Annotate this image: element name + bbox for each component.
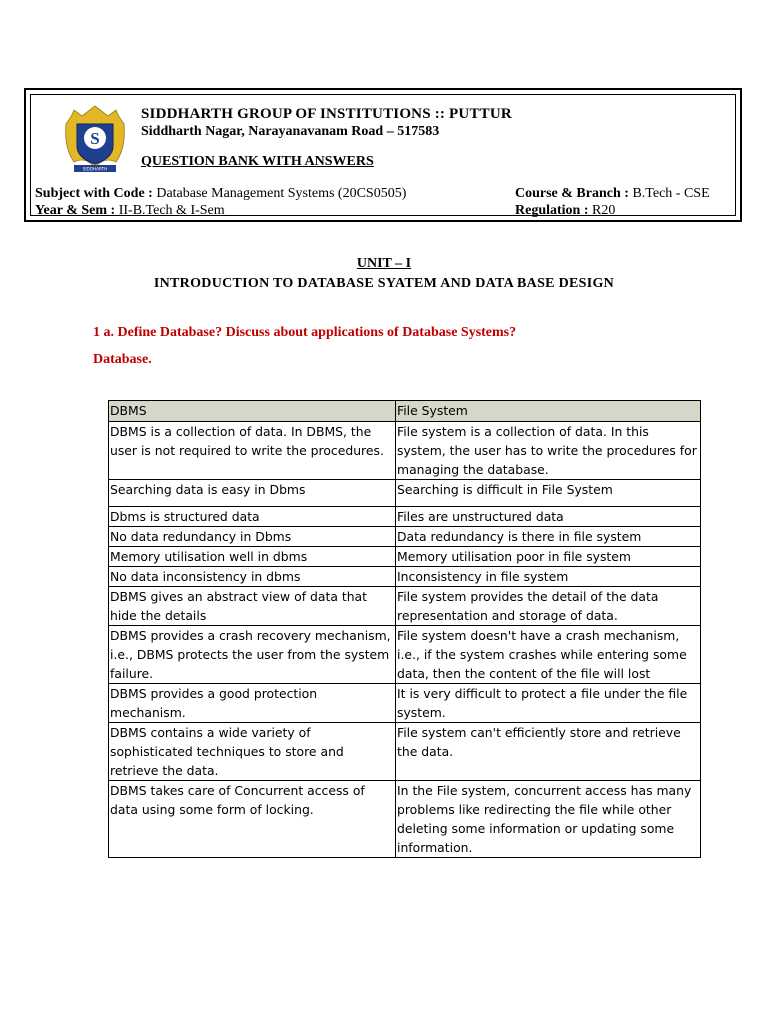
table-row: [109, 547, 701, 567]
table-row: [109, 567, 701, 587]
comparison-table: [108, 400, 701, 858]
subject-meta: [35, 186, 406, 202]
table-cell-dbms: DBMS contains a wide variety of sophisticated techniques to store and retrieve the data.: [109, 723, 396, 781]
course-meta: [515, 186, 710, 202]
question-subheading: Database.: [93, 352, 152, 367]
table-header-row: [109, 401, 701, 422]
table-row: [109, 480, 701, 507]
year-label: Year & Sem :: [35, 203, 116, 218]
table-cell-file-system: File system doesn't have a crash mechanism, i.e., if the system crashes while entering some data, then the content of the file will lost: [396, 626, 701, 684]
table-cell-file-system: Searching is difficult in File System: [396, 480, 701, 507]
table-cell-dbms: DBMS provides a good protection mechanism.: [109, 684, 396, 723]
table-cell-file-system: It is very difficult to protect a file under the file system.: [396, 684, 701, 723]
logo-text: SIDDHARTH: [82, 166, 108, 172]
table-cell-file-system: Files are unstructured data: [396, 507, 701, 527]
table-cell-dbms: Searching data is easy in Dbms: [109, 480, 396, 507]
table-cell-file-system: File system provides the detail of the data representation and storage of data.: [396, 587, 701, 626]
year-meta: [35, 203, 225, 219]
table-cell-dbms: No data inconsistency in dbms: [109, 567, 396, 587]
regulation-value: R20: [592, 203, 616, 218]
table-cell-file-system: Data redundancy is there in file system: [396, 527, 701, 547]
table-cell-dbms: No data redundancy in Dbms: [109, 527, 396, 547]
unit-title: UNIT – I: [356, 256, 412, 271]
table-cell-file-system: Memory utilisation poor in file system: [396, 547, 701, 567]
table-cell-dbms: DBMS is a collection of data. In DBMS, the user is not required to write the procedures.: [109, 422, 396, 480]
year-value: II-B.Tech & I-Sem: [118, 203, 225, 218]
unit-subtitle: INTRODUCTION TO DATABASE SYATEM AND DATA BASE DESIGN: [153, 276, 615, 291]
table-row: [109, 723, 701, 781]
table-row: [109, 527, 701, 547]
table-row: [109, 587, 701, 626]
institution-address: Siddharth Nagar, Narayanavanam Road – 517583: [141, 124, 440, 139]
table-row: [109, 781, 701, 858]
table-row: [109, 684, 701, 723]
table-cell-dbms: DBMS gives an abstract view of data that hide the details: [109, 587, 396, 626]
table-cell-dbms: DBMS takes care of Concurrent access of data using some form of locking.: [109, 781, 396, 858]
regulation-label: Regulation :: [515, 203, 589, 218]
table-cell-file-system: Inconsistency in file system: [396, 567, 701, 587]
table-cell-file-system: In the File system, concurrent access has many problems like redirecting the file while other deleting some information or updating some information.: [396, 781, 701, 858]
subject-label: Subject with Code :: [35, 186, 153, 201]
institution-logo: [60, 102, 130, 174]
regulation-meta: [515, 203, 615, 219]
logo-letter: S: [90, 129, 100, 148]
subject-value: Database Management Systems (20CS0505): [156, 186, 407, 201]
table-cell-file-system: File system is a collection of data. In this system, the user has to write the procedures for managing the database.: [396, 422, 701, 480]
table-header-dbms: DBMS: [109, 401, 396, 422]
institution-name: SIDDHARTH GROUP OF INSTITUTIONS :: PUTTUR: [141, 106, 512, 122]
table-row: [109, 626, 701, 684]
header-box: [24, 88, 742, 222]
course-value: B.Tech - CSE: [632, 186, 710, 201]
table-row: [109, 507, 701, 527]
table-cell-dbms: DBMS provides a crash recovery mechanism, i.e., DBMS protects the user from the system failure.: [109, 626, 396, 684]
question-text: 1 a. Define Database? Discuss about applications of Database Systems?: [93, 325, 517, 340]
table-cell-file-system: File system can't efficiently store and retrieve the data.: [396, 723, 701, 781]
table-row: [109, 422, 701, 480]
document-title: QUESTION BANK WITH ANSWERS: [141, 154, 374, 169]
table-cell-dbms: Memory utilisation well in dbms: [109, 547, 396, 567]
table-cell-dbms: Dbms is structured data: [109, 507, 396, 527]
table-header-file-system: File System: [396, 401, 701, 422]
course-label: Course & Branch :: [515, 186, 629, 201]
